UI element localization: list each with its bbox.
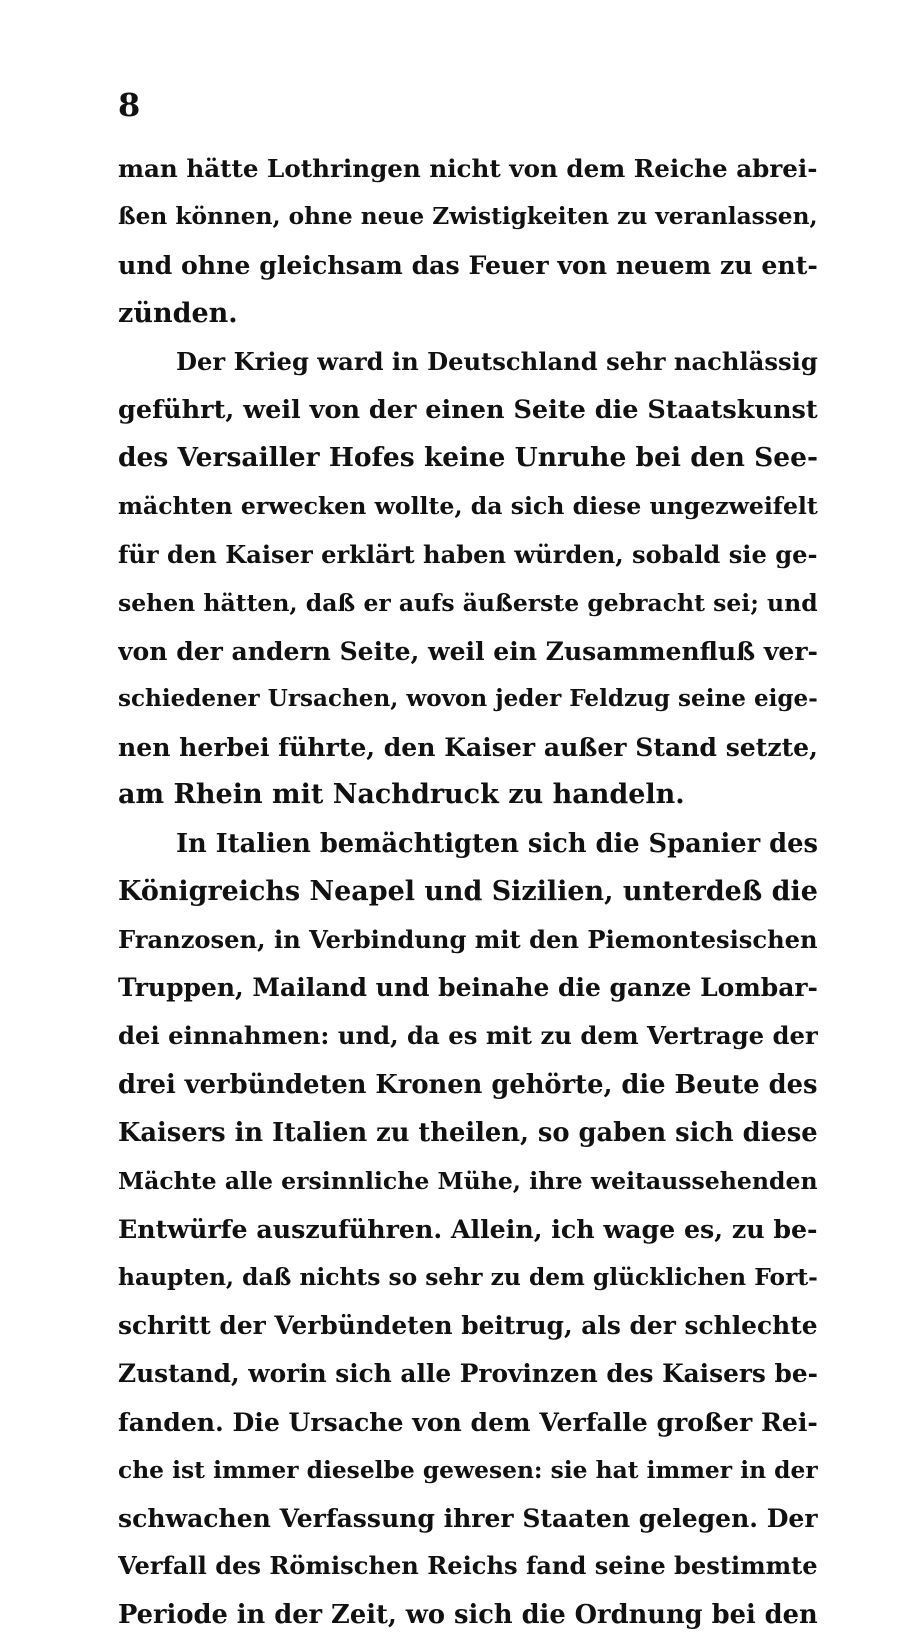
text-line: Königreichs Neapel und Sizilien, unterdeß die	[118, 875, 818, 907]
text-line: schritt der Verbündeten beitrug, als der schlechte	[118, 1310, 818, 1340]
text-line: fanden. Die Ursache von dem Verfalle großer Rei-	[118, 1406, 818, 1437]
text-line: Zustand, worin sich alle Provinzen des Kaisers be-	[118, 1358, 818, 1388]
text-line: sehen hätten, daß er aufs äußerste gebracht sei; und	[118, 588, 818, 617]
text-line: Truppen, Mailand und beinahe die ganze Lombar-	[118, 973, 818, 1003]
text-line: che ist immer dieselbe gewesen: sie hat immer in der	[118, 1456, 818, 1485]
text-line: Der Krieg ward in Deutschland sehr nachlässig	[176, 346, 818, 376]
text-line: am Rhein mit Nachdruck zu handeln.	[118, 779, 685, 811]
text-line: zünden.	[118, 297, 238, 329]
text-line: von der andern Seite, weil ein Zusammenfluß ver-	[118, 635, 818, 666]
text-line: und ohne gleichsam das Feuer von neuem zu ent-	[118, 250, 818, 281]
text-line: Periode in der Zeit, wo sich die Ordnung bei den	[118, 1599, 818, 1630]
text-line: Mächte alle ersinnliche Mühe, ihre weitaussehenden	[118, 1166, 818, 1195]
text-line: geführt, weil von der einen Seite die Staatskunst	[118, 394, 818, 425]
text-line: nen herbei führte, den Kaiser außer Stand setzte,	[118, 732, 818, 763]
body-text	[118, 145, 818, 1639]
text-line: Verfall des Römischen Reichs fand seine bestimmte	[118, 1551, 818, 1581]
text-line: für den Kaiser erklärt haben würden, sobald sie ge-	[118, 539, 818, 569]
text-line: ßen können, ohne neue Zwistigkeiten zu veranlassen,	[118, 203, 818, 231]
text-line: Franzosen, in Verbindung mit den Piemontesischen	[118, 925, 818, 954]
text-line: des Versailler Hofes keine Unruhe bei den See-	[118, 442, 818, 474]
text-line: schwachen Verfassung ihrer Staaten gelegen. Der	[118, 1503, 818, 1534]
text-line: In Italien bemächtigten sich die Spanier des	[176, 828, 818, 859]
text-line: drei verbündeten Kronen gehörte, die Beute des	[118, 1069, 818, 1100]
text-line: schiedener Ursachen, wovon jeder Feldzug seine eige-	[118, 685, 818, 713]
text-line: Entwürfe auszuführen. Allein, ich wage es, zu be-	[118, 1214, 818, 1245]
text-line: mächten erwecken wollte, da sich diese ungezweifelt	[118, 492, 818, 521]
text-line: dei einnahmen: und, da es mit zu dem Vertrage der	[118, 1021, 818, 1051]
text-line: man hätte Lothringen nicht von dem Reiche abrei-	[118, 154, 818, 183]
page-number: 8	[118, 86, 141, 124]
text-line: haupten, daß nichts so sehr zu dem glücklichen Fort-	[118, 1263, 818, 1292]
text-line: Kaisers in Italien zu theilen, so gaben sich diese	[118, 1117, 818, 1148]
